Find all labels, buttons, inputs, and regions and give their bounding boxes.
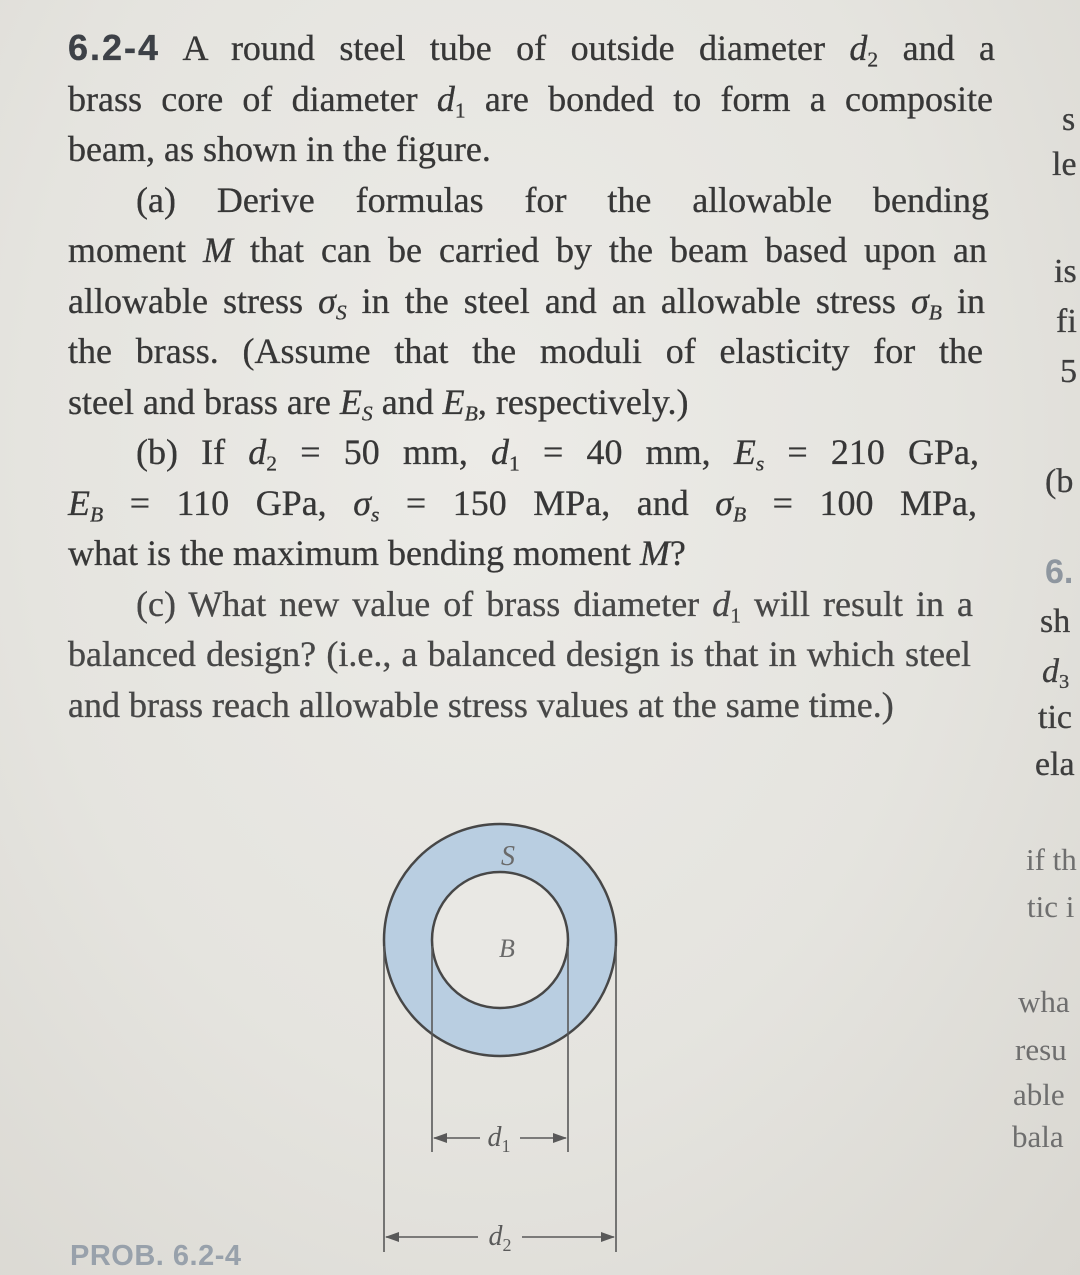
symbol-subscript: s xyxy=(755,451,765,476)
margin-fragment: if th xyxy=(1026,842,1077,877)
symbol-base: σ xyxy=(715,482,733,523)
text-run: = 210 GPa, xyxy=(764,432,980,472)
text-run: and xyxy=(372,381,443,422)
margin-fragment: (b xyxy=(1045,463,1074,500)
symbol-subscript: 2 xyxy=(867,47,879,72)
margin-fragment: le xyxy=(1052,146,1077,183)
text-run: A round steel tube of outside diameter xyxy=(160,28,850,68)
symbol-base: E xyxy=(733,432,756,472)
text-run: moment xyxy=(68,230,204,270)
text-run: , respectively.) xyxy=(477,381,689,422)
margin-fragment: tic xyxy=(1038,699,1072,736)
problem-number: 6.2-4 xyxy=(68,27,161,68)
margin-fragment-problem-number: 6. xyxy=(1045,553,1074,591)
text-run: will result in a xyxy=(740,583,973,624)
text-run: and a xyxy=(878,28,995,68)
text-run: = 110 GPa, xyxy=(103,482,354,523)
symbol-subscript: 2 xyxy=(266,451,278,476)
d2-dimension-label xyxy=(489,1221,512,1255)
symbol-base: M xyxy=(639,533,670,573)
d2-arrowhead-left xyxy=(385,1232,399,1242)
text-run: that can be carried by the beam based upon an xyxy=(233,230,988,270)
symbol-base: d xyxy=(849,28,868,68)
d1-symbol: d xyxy=(487,1122,502,1153)
d2-subscript: 2 xyxy=(502,1235,512,1255)
symbol-base: d xyxy=(491,432,510,472)
text-run: are bonded to form a composite xyxy=(465,78,993,119)
margin-fragment: wha xyxy=(1018,984,1070,1019)
symbol-subscript: B xyxy=(928,299,942,324)
margin-fragment: 5 xyxy=(1060,353,1077,390)
symbol-base: σ xyxy=(318,280,336,321)
symbol-base: d xyxy=(248,432,267,472)
margin-fragment: resu xyxy=(1015,1032,1067,1067)
symbol-subscript: B xyxy=(90,501,104,526)
d1-dimension-label xyxy=(488,1122,511,1156)
text-run: = 100 MPa, xyxy=(746,482,978,523)
margin-fragment: tic i xyxy=(1027,889,1075,924)
margin-fragment: bala xyxy=(1012,1119,1064,1154)
symbol-base: E xyxy=(339,381,362,422)
text-run: (a) Derive formulas for the allowable bending xyxy=(136,179,989,220)
symbol-base: M xyxy=(203,230,234,270)
symbol-base: d xyxy=(436,78,455,119)
symbol-subscript: 3 xyxy=(1059,671,1070,694)
symbol-subscript: S xyxy=(361,400,373,425)
steel-label: S xyxy=(501,841,515,872)
d1-arrowhead-left xyxy=(433,1133,447,1143)
symbol-subscript: S xyxy=(335,299,347,324)
symbol-subscript: B xyxy=(464,400,478,425)
symbol-subscript: s xyxy=(370,501,380,526)
d2-symbol: d xyxy=(488,1221,503,1252)
symbol-base: σ xyxy=(910,280,929,321)
text-run: = 40 mm, xyxy=(519,432,734,472)
symbol-subscript: 1 xyxy=(730,602,741,627)
d1-subscript: 1 xyxy=(501,1136,511,1156)
d1-arrowhead-right xyxy=(553,1133,567,1143)
text-run: = 50 mm, xyxy=(277,432,492,472)
text-run: allowable stress xyxy=(68,280,319,321)
margin-fragment-symbol xyxy=(1042,652,1069,692)
d2-arrowhead-right xyxy=(601,1232,615,1242)
adjacent-column-fragments xyxy=(1000,0,1080,1275)
text-run: brass core of diameter xyxy=(68,78,437,119)
margin-fragment: fi xyxy=(1056,303,1077,340)
text-run: = 150 MPa, and xyxy=(379,482,716,523)
text-run: balanced design? (i.e., a balanced design is that in which steel xyxy=(68,634,971,674)
symbol-base: σ xyxy=(353,482,371,523)
margin-fragment: able xyxy=(1013,1077,1065,1112)
margin-fragment: s xyxy=(1062,101,1076,138)
text-run: in xyxy=(941,280,985,321)
text-run: ? xyxy=(669,533,686,573)
margin-fragment: sh xyxy=(1040,603,1071,640)
brass-label: B xyxy=(499,934,515,963)
figure-caption: PROB. 6.2-4 xyxy=(70,1240,242,1272)
symbol-subscript: B xyxy=(732,501,747,526)
text-run: (b) If xyxy=(136,432,249,472)
text-run: what is the maximum bending moment xyxy=(68,533,640,573)
symbol-base: E xyxy=(442,381,465,422)
text-run: the brass. (Assume that the moduli of elasticity for the xyxy=(68,331,983,371)
symbol-subscript: 1 xyxy=(454,97,466,122)
symbol-base: d xyxy=(1042,653,1059,690)
text-run: (c) What new value of brass diameter xyxy=(136,583,713,624)
text-run: and brass reach allowable stress values at the same time.) xyxy=(68,684,894,725)
symbol-base: E xyxy=(68,482,90,523)
symbol-base: d xyxy=(712,583,731,624)
text-run: steel and brass are xyxy=(68,381,340,422)
margin-fragment: is xyxy=(1054,253,1077,290)
text-run: beam, as shown in the figure. xyxy=(68,129,491,169)
symbol-subscript: 1 xyxy=(509,451,520,476)
margin-fragment: ela xyxy=(1035,746,1075,783)
text-run: in the steel and an allowable stress xyxy=(346,280,911,321)
